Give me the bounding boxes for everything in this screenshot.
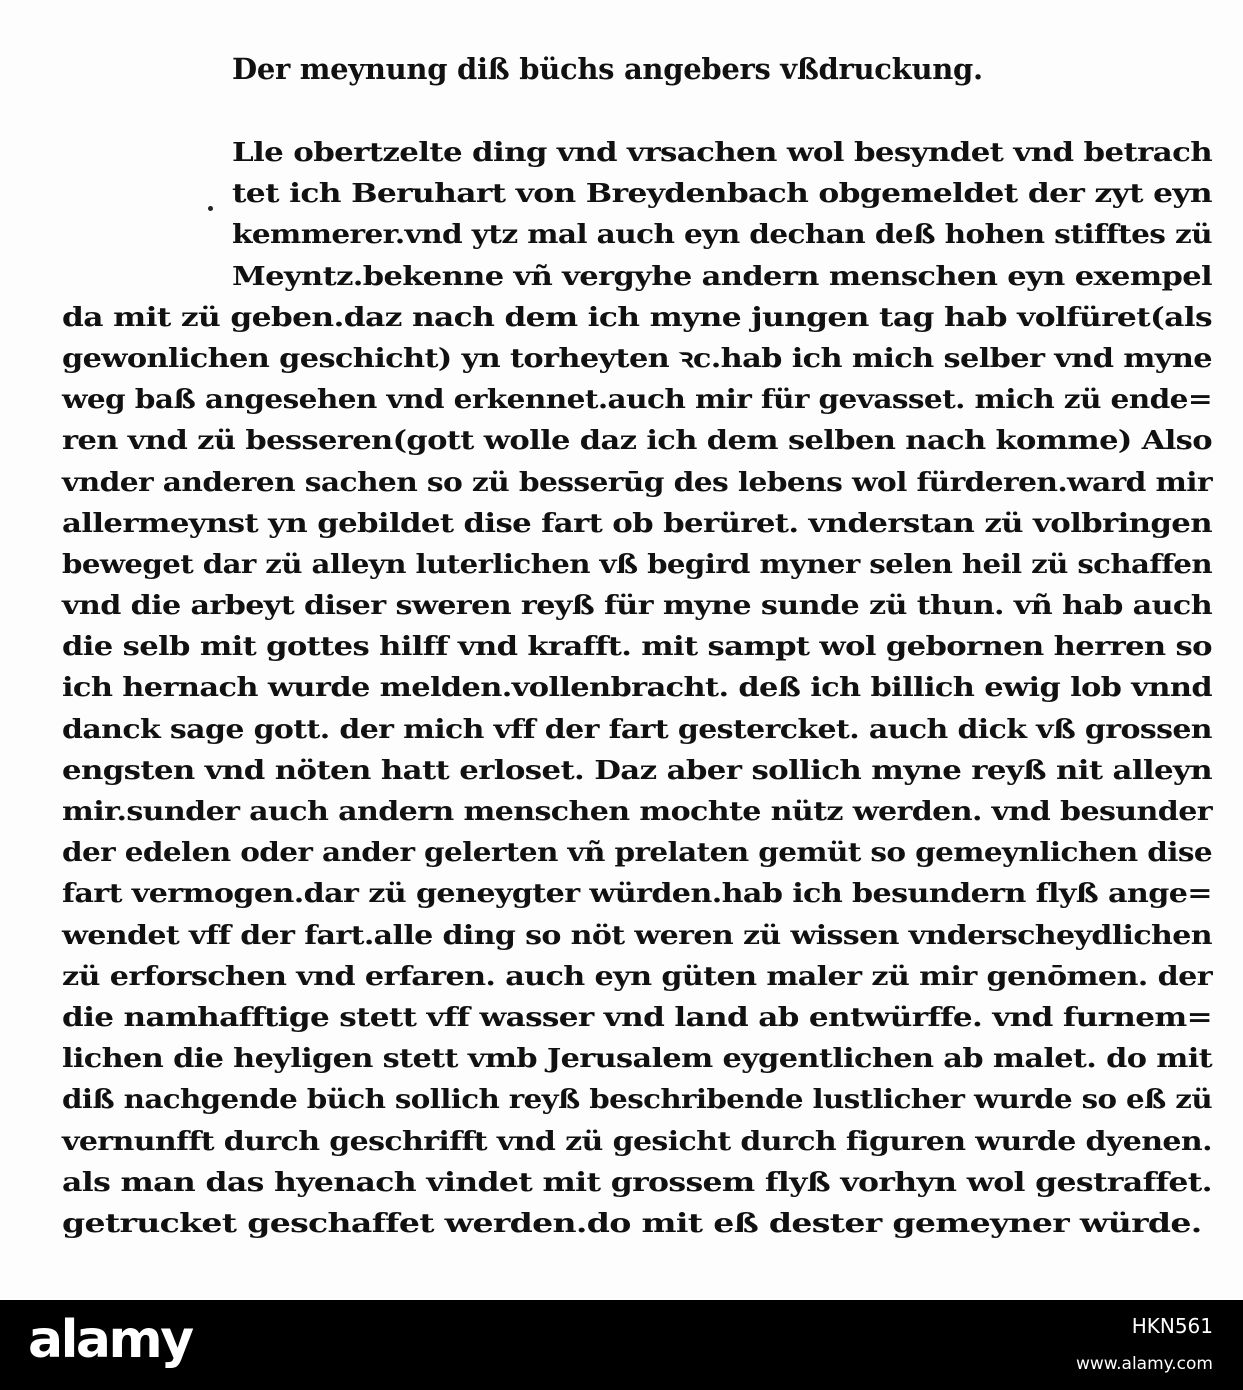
text-line: vnder anderen sachen so zü besserūg des lebens wol fürderen.ward mir: [62, 466, 1212, 498]
text-line: Lle obertzelte ding vnd vrsachen wol besyndet vnd betrach: [232, 137, 1213, 168]
text-line: mir.sunder auch andern menschen mochte nütz werden. vnd besunder: [62, 796, 1212, 827]
text-line: vernunfft durch geschrifft vnd zü gesicht durch figuren wurde dyenen.: [62, 1125, 1212, 1157]
text-line: kemmerer.vnd ytz mal auch eyn dechan deß hohen stifftes zü: [232, 219, 1213, 251]
text-line: getrucket geschaffet werden.do mit eß dester gemeyner würde.: [62, 1207, 1202, 1239]
text-line: zü erforschen vnd erfaren. auch eyn güten maler zü mir genōmen. der: [62, 960, 1213, 992]
text-line: engsten vnd nöten hatt erloset. Daz aber sollich myne reyß nit alleyn: [62, 754, 1212, 786]
watermark-bar: [0, 1300, 1243, 1390]
text-line: die selb mit gottes hilff vnd krafft. mit sampt wol gebornen herren so: [62, 631, 1212, 663]
text-line: da mit zü geben.daz nach dem ich myne jungen tag hab volfüret(als: [62, 301, 1213, 333]
page-heading: Der meynung diß büchs angebers vßdruckung.: [232, 52, 983, 86]
text-line: danck sage gott. der mich vff der fart gestercket. auch dick vß grossen: [62, 713, 1212, 745]
image-id: HKN561: [1131, 1314, 1213, 1338]
text-line: ren vnd zü besseren(gott wolle daz ich dem selben nach komme) Also: [62, 425, 1212, 457]
body-text: [62, 132, 1212, 1244]
text-line: als man das hyenach vindet mit grossem flyß vorhyn wol gestraffet.: [62, 1166, 1213, 1198]
text-line: die namhafftige stett vff wasser vnd land ab entwürffe. vnd furnem=: [62, 1001, 1212, 1033]
text-line: der edelen oder ander gelerten vñ prelaten gemüt so gemeynlichen dise: [62, 837, 1213, 869]
text-line: lichen die heyligen stett vmb Jerusalem eygentlichen ab malet. do mit: [62, 1043, 1213, 1075]
site-url: www.alamy.com: [1075, 1354, 1213, 1374]
text-line: beweget dar zü alleyn luterlichen vß begird myner selen heil zü schaffen: [62, 548, 1213, 580]
text-line: Meyntz.bekenne vñ vergyhe andern menschen eyn exempel: [232, 260, 1212, 292]
text-line: allermeynst yn gebildet dise fart ob berüret. vnderstan zü volbringen: [62, 507, 1212, 539]
text-line: vnd die arbeyt diser sweren reyß für myne sunde zü thun. vñ hab auch: [62, 590, 1213, 622]
text-line: fart vermogen.dar zü geneygter würden.hab ich besundern flyß ange=: [62, 878, 1212, 910]
text-line: tet ich Beruhart von Breydenbach obgemeldet der zyt eyn: [232, 178, 1213, 210]
text-line: ich hernach wurde melden.vollenbracht. deß ich billich ewig lob vnnd: [62, 672, 1212, 704]
text-line: wendet vff der fart.alle ding so nöt weren zü wissen vnderscheydlichen: [62, 919, 1212, 951]
text-line: gewonlichen geschicht) yn torheyten ꝛc.hab ich mich selber vnd myne: [62, 342, 1212, 374]
alamy-logo: alamy: [28, 1310, 192, 1370]
text-line: weg baß angesehen vnd erkennet.auch mir für gevasset. mich zü ende=: [62, 384, 1213, 416]
text-line: diß nachgende büch sollich reyß beschribende lustlicher wurde so eß zü: [62, 1084, 1213, 1116]
